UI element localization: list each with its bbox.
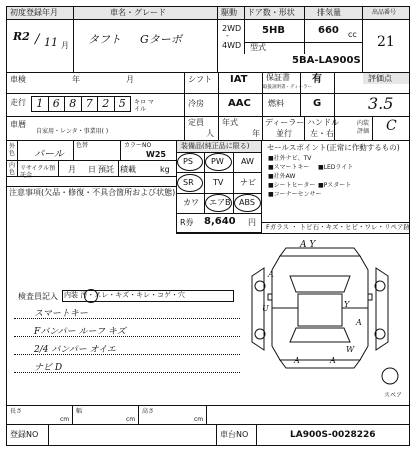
interior-value: C — [386, 118, 397, 134]
reg-month: 11 — [44, 36, 58, 49]
equip-circle — [177, 174, 203, 192]
lot-number: 21 — [377, 34, 395, 50]
drive-4wd: 4WD — [222, 41, 242, 50]
warranty-sub: 取扱説明書・ディーラー — [263, 85, 313, 90]
damage-mark: Y — [344, 300, 350, 309]
equip-item: エアB — [209, 198, 231, 207]
color-no-value: W25 — [146, 150, 166, 159]
ac-value: AAC — [228, 98, 251, 109]
mileage-digits — [31, 96, 131, 112]
name-grade-label: 車名・グレード — [110, 8, 166, 17]
recycle-date: 日 — [88, 165, 96, 174]
fuel-label: 燃料 — [268, 99, 284, 108]
displacement-label: 排気量 — [317, 8, 341, 17]
model-label: 型式 — [250, 43, 266, 52]
recycle-deposit: 預託 — [98, 165, 114, 174]
equip-item: PS — [183, 157, 193, 166]
inspection-label: 車検 — [10, 75, 26, 84]
r-ticket-label: R券 — [180, 218, 194, 227]
capacity-label: 定員 — [188, 118, 204, 127]
equip-item: AW — [241, 157, 254, 166]
handle-value: 左・右 — [310, 129, 334, 138]
equip-item: SR — [183, 178, 194, 187]
r-ticket-value: 8,640 — [204, 216, 236, 227]
equip-item: TV — [213, 178, 224, 187]
options-strip: Fガラス ・ トビ石・キズ・ヒビ・ワレ・リペア跡 — [266, 223, 410, 231]
displacement-value: 660 — [318, 25, 339, 36]
mileage-digit: 1 — [32, 97, 49, 111]
mileage-digit: 7 — [82, 97, 99, 111]
damage-mark: A — [356, 318, 362, 327]
damage-mark: A — [294, 356, 300, 365]
equip-circle — [205, 194, 232, 212]
warranty-label: 保証書 — [266, 73, 290, 82]
sales-point-line: ■コーナーセンサー — [268, 191, 322, 198]
mileage-digit: 2 — [98, 97, 115, 111]
damage-mark: A — [330, 356, 336, 365]
equip-circle — [205, 153, 232, 171]
width-label: 幅 — [76, 408, 83, 415]
inspector-line: スマートキー — [34, 309, 88, 319]
recycle-kg: kg — [160, 165, 170, 174]
car-right-side — [376, 268, 388, 350]
inspection-year: 年 — [72, 75, 80, 84]
door-label: ドア数・形状 — [247, 8, 295, 17]
header-shade — [7, 7, 409, 19]
mileage-digit: 5 — [118, 97, 126, 110]
damage-mark: W — [346, 345, 355, 354]
warranty-value: 有 — [312, 74, 322, 85]
sales-point-title: セールスポイント(正常に作動するもの) — [267, 143, 400, 152]
mileage-digit: 6 — [49, 97, 66, 111]
drive-2wd: 2WD — [222, 24, 242, 33]
rating-value: 3.5 — [368, 94, 394, 113]
equipment-title: 装備品(純正品に限る) — [181, 142, 250, 150]
height-cm: cm — [194, 416, 204, 423]
handle-label: ハンドル — [307, 118, 339, 127]
inspector-label: 検査員記入 — [18, 292, 58, 301]
mileage-label: 走行 — [10, 98, 26, 107]
damage-mark: A — [268, 270, 274, 279]
equip-item: ナビ — [240, 178, 256, 187]
spare-tire — [382, 368, 398, 384]
recycle-month: 月 — [68, 165, 76, 174]
shift-label: シフト — [188, 75, 212, 84]
spare-label: スペア — [384, 392, 403, 399]
equip-item: ABS — [239, 198, 255, 207]
sales-point-line: ■LEDライト — [318, 164, 354, 171]
color-no-label: カラーNO — [124, 142, 152, 149]
car-rear-glass — [290, 328, 350, 342]
month-unit: 月 — [61, 41, 69, 50]
history-note: 自家用・レンタ・事業用( ) — [36, 128, 109, 135]
inspector-line: 2/4 バンパー オイエ — [34, 345, 116, 355]
int-color-label: 内色 — [9, 162, 16, 176]
equip-item: PW — [211, 157, 224, 166]
dealer-label: ディーラー — [265, 118, 305, 127]
capacity-unit: 人 — [206, 129, 214, 138]
frame-no-label: 車台NO — [220, 430, 249, 439]
equip-circle — [177, 153, 203, 171]
interior-label: 内装 評価 — [357, 120, 370, 135]
model-code: 5BA-LA900S — [292, 55, 361, 66]
cc-unit: cc — [348, 30, 357, 39]
grade: Gターボ — [140, 33, 182, 46]
inspector-line: Fバンパー ルーフ キズ — [34, 327, 126, 337]
recycle-label: リサイクル預託金 — [20, 165, 56, 179]
damage-mark: A Y — [300, 240, 316, 250]
recycle-load: 積載 — [120, 165, 136, 174]
car-damage-diagram — [240, 236, 410, 396]
length-label: 長さ — [10, 408, 23, 415]
drive-label: 駆動 — [221, 8, 237, 17]
equip-item: カワ — [183, 198, 199, 207]
orig-color-label: 色替 — [76, 142, 89, 149]
sales-point-line: ■Pスタート — [318, 182, 352, 189]
first-reg-label: 初度登録年月 — [10, 8, 58, 17]
car-roof — [298, 294, 342, 326]
mileage-digit: 8 — [65, 97, 82, 111]
mileage-unit: キロ マイル — [134, 99, 154, 113]
frame-no-value: LA900S-0028226 — [290, 430, 376, 440]
equip-circle — [234, 194, 261, 212]
length-cm: cm — [60, 416, 70, 423]
drive-dash: - — [226, 31, 229, 40]
door-shape: 5HB — [262, 25, 285, 36]
ext-color-label: 外色 — [9, 143, 16, 157]
dealer-value: 並行 — [276, 129, 292, 138]
inspector-tags: 内装 汚・スレ・キズ・キレ・コゲ・穴 — [64, 291, 186, 299]
reg-slash: / — [35, 32, 40, 47]
year-model-label: 年式 — [222, 118, 238, 127]
ext-color-value: パール — [34, 149, 64, 160]
year-model-unit: 年 — [252, 129, 260, 138]
width-cm: cm — [126, 416, 136, 423]
sales-point-line: ■社外ナビ、TV — [268, 155, 312, 162]
reg-era: R2 — [13, 30, 30, 43]
rear-bumper — [280, 360, 360, 368]
height-label: 高さ — [142, 408, 155, 415]
ac-label: 冷房 — [188, 99, 204, 108]
shift-value: IAT — [230, 74, 248, 85]
lot-number-label: 出品番号 — [372, 9, 397, 16]
damage-mark: U — [262, 304, 269, 313]
sales-point-line: ■シートヒーター — [268, 182, 316, 189]
sales-point-line: ■スマートキー — [268, 164, 310, 171]
front-bumper — [280, 248, 360, 256]
inspection-month: 月 — [126, 75, 134, 84]
fuel-value: G — [313, 98, 322, 109]
sales-point-line: ■社外AW — [268, 173, 296, 180]
car-windshield — [290, 276, 350, 292]
notes-label: 注意事項(欠品・修復・不具合箇所および状態) — [9, 188, 176, 197]
tag-circle — [84, 289, 98, 303]
history-label: 車暦 — [10, 120, 26, 129]
inspector-line: ナビ D — [34, 363, 63, 373]
rating-label: 評価点 — [368, 74, 392, 83]
r-ticket-unit: 円 — [248, 218, 256, 227]
reg-no-label: 登録NO — [10, 430, 39, 439]
car-name: タフト — [88, 33, 121, 46]
